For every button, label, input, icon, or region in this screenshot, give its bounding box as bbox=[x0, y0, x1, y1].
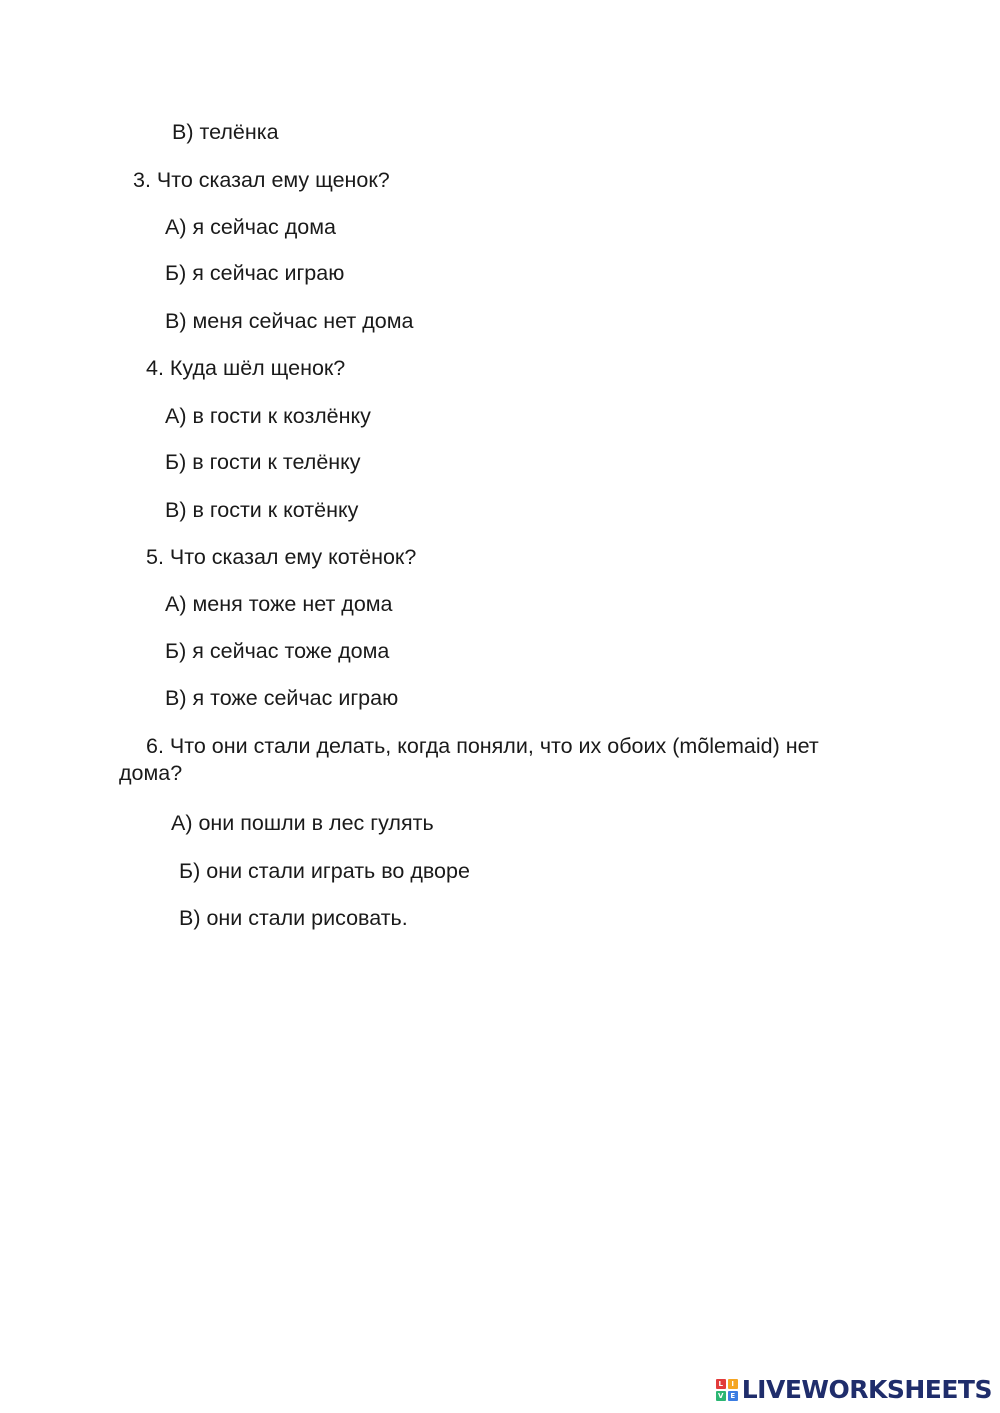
answer-option-3v: В) меня сейчас нет дома bbox=[165, 309, 414, 333]
answer-option-5a: А) меня тоже нет дома bbox=[165, 592, 393, 616]
answer-option-6a: А) они пошли в лес гулять bbox=[171, 811, 434, 835]
logo-cell: I bbox=[728, 1379, 738, 1389]
answer-option-6b: Б) они стали играть во дворе bbox=[179, 859, 470, 883]
answer-option-6v: В) они стали рисовать. bbox=[179, 906, 408, 930]
answer-option-4a: А) в гости к козлёнку bbox=[165, 404, 371, 428]
logo-cell: L bbox=[716, 1379, 726, 1389]
question-3: 3. Что сказал ему щенок? bbox=[133, 168, 390, 192]
logo-cell: V bbox=[716, 1391, 726, 1401]
answer-option-5b: Б) я сейчас тоже дома bbox=[165, 639, 390, 663]
liveworksheets-logo[interactable] bbox=[716, 1375, 992, 1405]
answer-option-5v: В) я тоже сейчас играю bbox=[165, 686, 399, 710]
brand-name: LIVEWORKSHEETS bbox=[741, 1375, 992, 1404]
answer-option-3b: Б) я сейчас играю bbox=[165, 261, 345, 285]
answer-option-4b: Б) в гости к телёнку bbox=[165, 450, 361, 474]
logo-grid-icon bbox=[716, 1379, 738, 1401]
question-4: 4. Куда шёл щенок? bbox=[146, 356, 346, 380]
question-6: 6. Что они стали делать, когда поняли, что их обоих (mõlemaid) нет bbox=[146, 734, 819, 758]
answer-option-3a: А) я сейчас дома bbox=[165, 215, 336, 239]
answer-option-2v: В) телёнка bbox=[172, 120, 279, 144]
question-6-continuation: дома? bbox=[119, 761, 183, 785]
logo-cell: E bbox=[728, 1391, 738, 1401]
answer-option-4v: В) в гости к котёнку bbox=[165, 498, 359, 522]
question-5: 5. Что сказал ему котёнок? bbox=[146, 545, 417, 569]
